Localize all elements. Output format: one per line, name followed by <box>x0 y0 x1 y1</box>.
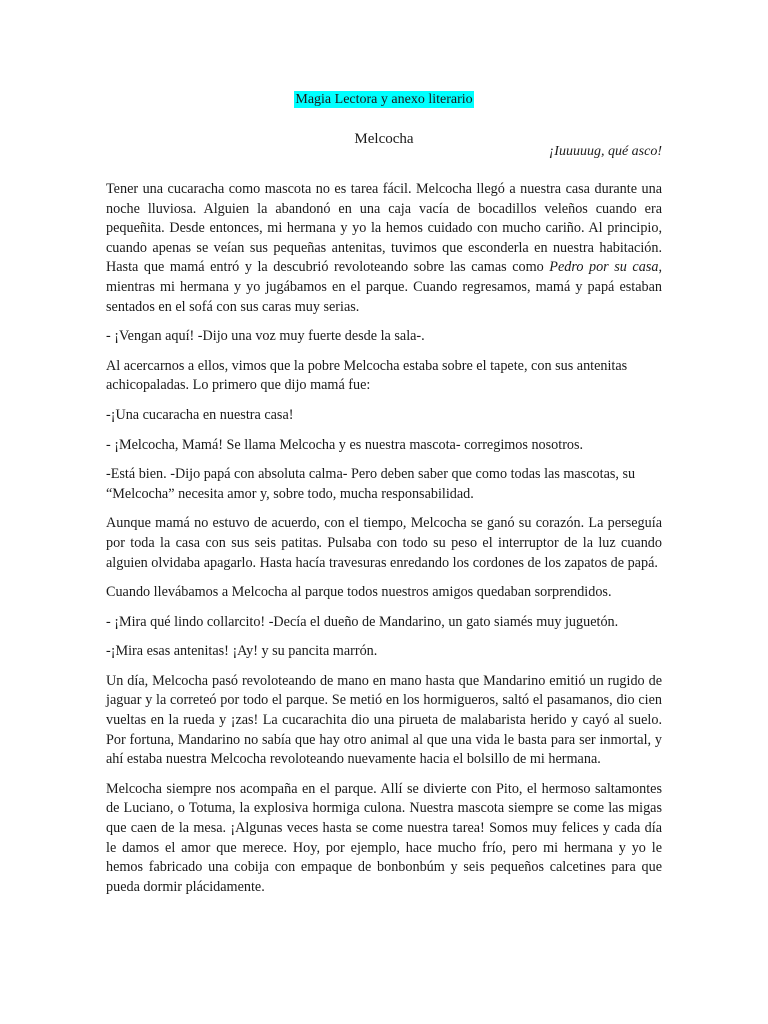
paragraph-8: Cuando llevábamos a Melcocha al parque todos nuestros amigos quedaban sorprendidos. <box>106 584 612 601</box>
paragraph-11: Un día, Melcocha pasó revoloteando de mano en mano hasta que Mandarino emitió un rugido de jaguar y la correteó por todo el parque. Se metió en los hormigueros, saltó el pasamanos, dio cien vueltas en la rueda y ¡zas! La cucarachita dio una pirueta de malabarista herido y cayó al suelo. Por fortuna, Mandarino no sabía que hay otro animal al que una vida le basta para ser inmortal, y ahí estaba nuestra Melcocha revoloteando nuevamente hacia el bolsillo de mi hermana. <box>106 672 662 768</box>
story-body <box>106 180 662 907</box>
paragraph-2: - ¡Vengan aquí! -Dijo una voz muy fuerte desde la sala-. <box>106 328 425 345</box>
paragraph-9: - ¡Mira qué lindo collarcito! -Decía el dueño de Mandarino, un gato siamés muy juguetón. <box>106 613 619 630</box>
paragraph-4: -¡Una cucaracha en nuestra casa! <box>106 406 294 423</box>
paragraph-7: Aunque mamá no estuvo de acuerdo, con el tiempo, Melcocha se ganó su corazón. La perseguía por toda la casa con sus seis patitas. Pulsaba con todo su peso el interruptor de la luz cuando alguien olvidaba apagarlo. Hasta hacía travesuras enredando los cordones de los zapatos de papá. <box>106 515 662 571</box>
paragraph-6: -Está bien. -Dijo papá con absoluta calma- Pero deben saber que como todas las mascotas, su “Melcocha” necesita amor y, sobre todo, mucha responsabilidad. <box>106 466 636 502</box>
paragraph-3: Al acercarnos a ellos, vimos que la pobre Melcocha estaba sobre el tapete, con sus antenitas achicopaladas. Lo primero que dijo mamá fue: <box>106 357 628 394</box>
story-title: Melcocha <box>354 131 414 147</box>
paragraph-10: -¡Mira esas antenitas! ¡Ay! y su pancita marrón. <box>106 643 378 660</box>
paragraph-1: Tener una cucaracha como mascota no es tarea fácil. Melcocha llegó a nuestra casa durante una noche lluviosa. Alguien la abandonó en una caja vacía de bocadillos veleños cuando era pequeñita. Desde entonces, mi hermana y yo la hemos cuidado con mucho cariño. Al principio, cuando apenas se veían sus pequeñas antenitas, tuvimos que esconderla en nuestra habitación. Hasta que mamá entró y la descubrió revoloteando sobre las camas como Pedro por su casa, mientras mi hermana y yo jugábamos en el parque. Cuando regresamos, mamá y papá estaban sentados en el sofá con sus caras muy serias. <box>106 181 662 315</box>
paragraph-12: Melcocha siempre nos acompaña en el parque. Allí se divierte con Pito, el hermoso saltamontes de Luciano, o Totuma, la explosiva hormiga culona. Nuestra mascota siempre se come las migas que caen de la mesa. ¡Algunas veces hasta se come nuestra tarea! Somos muy felices y cada día le damos el amor que merece. Hoy, por ejemplo, hace mucho frío, pero mi hermana y yo le hemos fabricado una cobija con empaque de bonbonbúm y seis pequeños calcetines para que pueda dormir plácidamente. <box>106 780 662 895</box>
document-header <box>0 0 768 108</box>
highlighted-header-text: Magia Lectora y anexo literario <box>295 92 473 107</box>
paragraph-5: - ¡Melcocha, Mamá! Se llama Melcocha y es nuestra mascota- corregimos nosotros. <box>106 436 584 453</box>
epigraph: ¡Iuuuuug, qué asco! <box>548 144 662 159</box>
italic-phrase: Pedro por su casa <box>549 259 659 276</box>
